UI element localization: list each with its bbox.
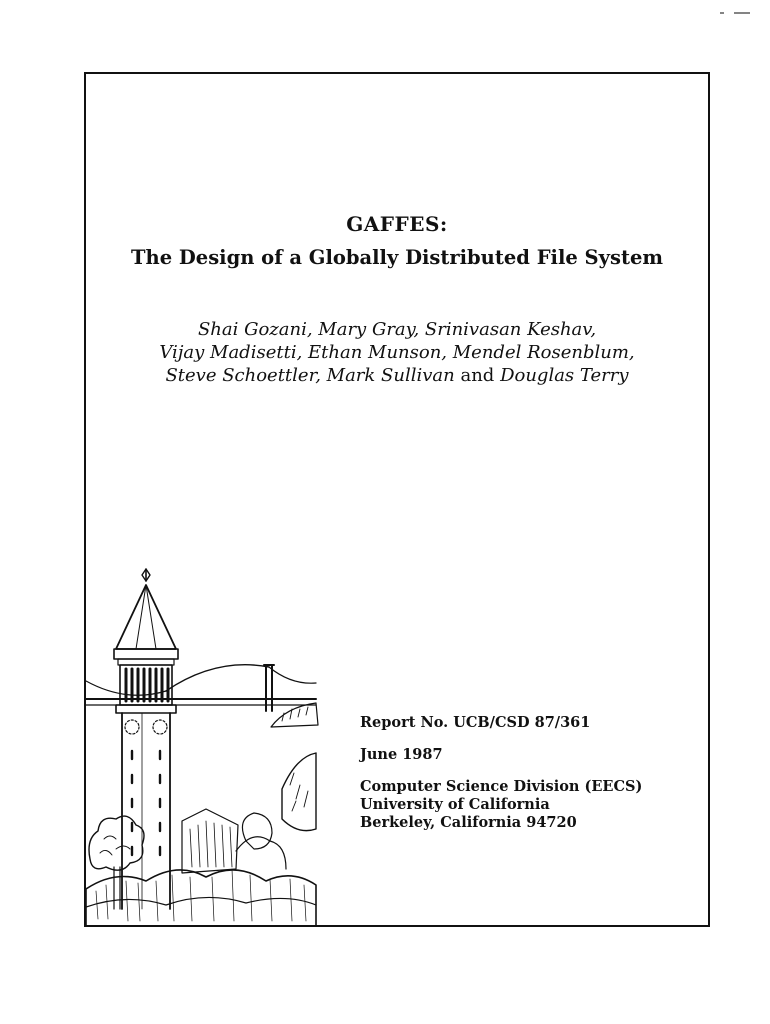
university-name: University of California <box>360 796 550 813</box>
report-date: June 1987 <box>360 746 443 763</box>
author-conjunction: and <box>460 365 495 386</box>
author-names-3a: Steve Schoettler, Mark Sullivan <box>165 365 455 386</box>
division-name: Computer Science Division (EECS) <box>360 778 643 795</box>
campanile-bay-bridge-icon <box>86 489 326 927</box>
document-title: GAFFES: <box>346 212 448 236</box>
scan-mark <box>720 0 750 4</box>
document-subtitle: The Design of a Globally Distributed File System <box>131 246 663 269</box>
author-line-3 <box>86 364 708 387</box>
cover-frame <box>84 72 710 927</box>
author-names-3b: Douglas Terry <box>500 365 629 386</box>
report-info <box>360 714 642 832</box>
university-address: Berkeley, California 94720 <box>360 814 577 831</box>
author-line-1: Shai Gozani, Mary Gray, Srinivasan Keshav, <box>197 319 597 340</box>
author-list <box>86 318 708 387</box>
report-number: Report No. UCB/CSD 87/361 <box>360 714 591 731</box>
author-line-2: Vijay Madisetti, Ethan Munson, Mendel Rosenblum, <box>159 342 635 363</box>
